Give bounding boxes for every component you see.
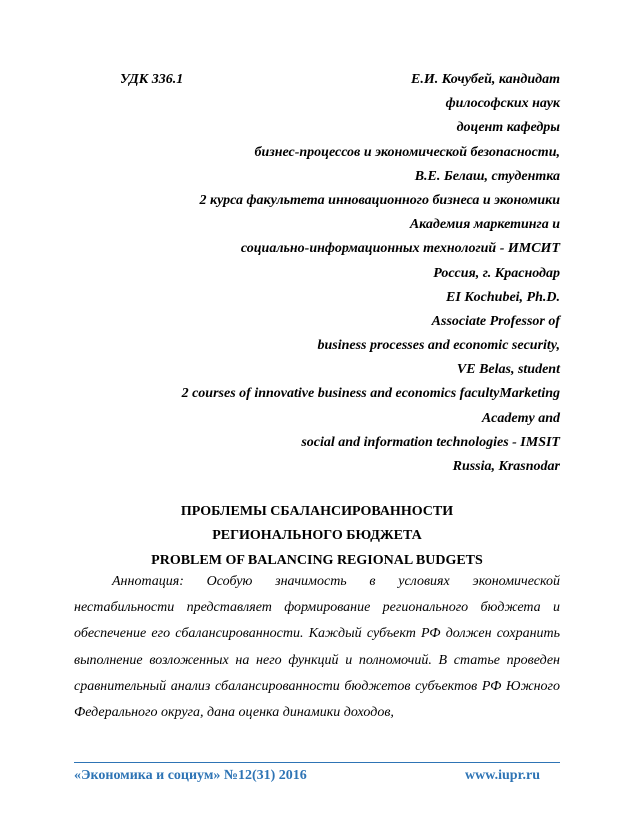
author-line: Е.И. Кочубей, кандидат [411, 72, 560, 87]
author-line: В.Е. Белаш, студентка [414, 168, 560, 184]
footer-website-link[interactable]: www.iupr.ru [465, 768, 540, 783]
article-titles [74, 500, 560, 572]
abstract-paragraph: Аннотация: Особую значимость в условиях экономической нестабильности представляет формирование регионального бюджета и обеспечение его сбалансированности. Каждый субъект РФ должен сохранить выполнение возложенных на него функций и полномочий. В статье проведен сравнительный анализ сбалансированности бюджетов субъектов РФ Южного Федерального округа, дана оценка динамики доходов, [74, 574, 560, 721]
author-line: Academy and [481, 410, 560, 426]
title-russian: ПРОБЛЕМЫ СБАЛАНСИРОВАННОСТИ РЕГИОНАЛЬНОГО БЮДЖЕТА [180, 504, 454, 543]
author-line: 2 courses of innovative business and economics facultyMarketing [181, 386, 560, 402]
author-line: философских наук [445, 96, 560, 112]
author-line: EI Kochubei, Ph.D. [446, 289, 560, 305]
footer-divider [74, 762, 560, 763]
footer-journal: «Экономика и социум» №12(31) 2016 [74, 768, 307, 783]
author-line: business processes and economic security, [317, 338, 560, 354]
author-line: Russia, Krasnodar [452, 459, 560, 474]
author-line: Академия маркетинга и [409, 217, 560, 233]
author-line: VE Belas, student [456, 362, 560, 378]
author-line: 2 курса факультета инновационного бизнеса и экономики [199, 192, 560, 208]
author-line: доцент кафедры [456, 120, 560, 136]
author-line: Россия, г. Краснодар [433, 265, 560, 281]
author-line: социально-информационных технологий - ИМСИТ [240, 241, 560, 257]
udc-code: УДК 336.1 [120, 72, 184, 87]
author-line: social and information technologies - IMSIT [301, 434, 560, 450]
author-line: Associate Professor of [431, 313, 560, 329]
title-english: PROBLEM OF BALANCING REGIONAL BUDGETS [151, 553, 483, 568]
author-block [100, 70, 560, 481]
author-line: бизнес-процессов и экономической безопасности, [254, 144, 560, 160]
